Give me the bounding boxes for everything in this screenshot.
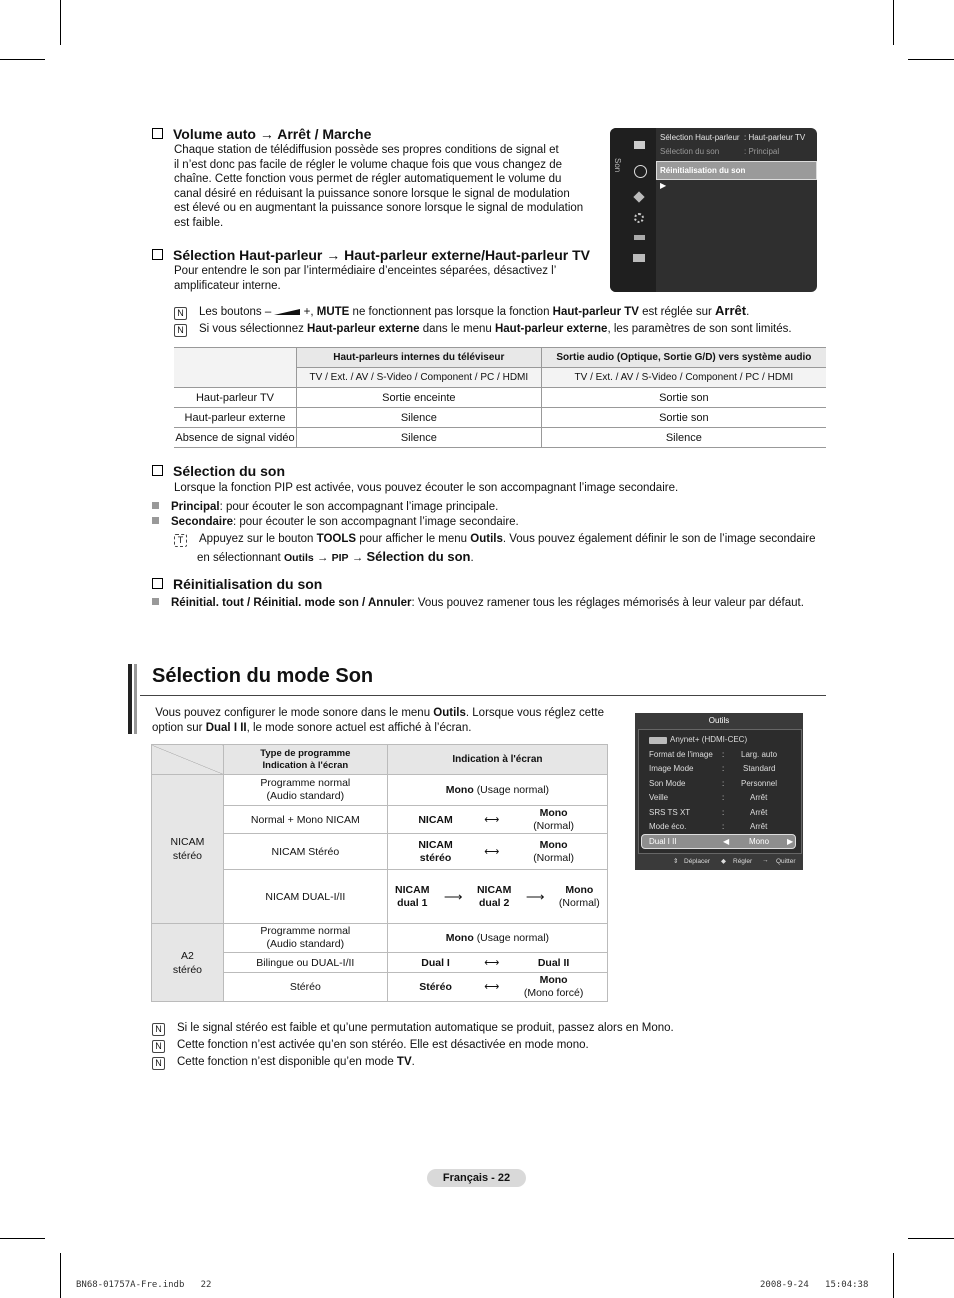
table-subheader: TV / Ext. / AV / S-Video / Component / PC / HDMI <box>297 368 542 388</box>
table-header: Haut-parleurs internes du téléviseur <box>297 348 542 368</box>
imprint-file: BN68-01757A-Fre.indb 22 <box>76 1280 212 1290</box>
input-icon <box>634 235 645 240</box>
imprint-date: 2008-9-24 15:04:38 <box>760 1280 869 1290</box>
osd-row-value: : Haut-parleur TV <box>744 133 806 142</box>
double-arrow-icon: ⟷ <box>483 806 500 834</box>
exit-icon: → <box>762 857 769 864</box>
adjust-icon: ◆ <box>721 858 726 865</box>
table-row: Haut-parleur TV Sortie enceinte Sortie son <box>174 388 826 408</box>
page-title: Sélection du mode Son <box>152 665 374 687</box>
osd-row-value: Arrêt <box>750 793 768 802</box>
tools-note-path: en sélectionnant Outils → PIP → Sélection du son. <box>197 549 474 564</box>
section-heading-selection-son: Sélection du son <box>152 463 285 479</box>
nicam-stereo-cell: NICAM stéréo <box>152 775 224 924</box>
table-cell: Mono (Normal) <box>500 834 607 870</box>
section-heading-reinitialisation: Réinitialisation du son <box>152 576 322 592</box>
table-subheader: TV / Ext. / AV / S-Video / Component / PC / HDMI <box>541 368 826 388</box>
osd-row-label[interactable]: Image Mode <box>649 764 694 773</box>
crop-mark <box>908 1238 954 1239</box>
osd-row-label[interactable]: Son Mode <box>649 779 686 788</box>
osd-row-label[interactable]: Dual I II <box>649 837 677 846</box>
table-cell: Mono (Mono forcé) <box>500 973 607 1002</box>
selection-son-text: Lorsque la fonction PIP est activée, vous pouvez écouter le son accompagnant l’image secondaire. <box>174 482 679 494</box>
tools-icon: T <box>174 534 187 547</box>
table-row: Programme normal (Audio standard) <box>223 924 387 953</box>
arrow-right-icon[interactable]: ▶ <box>787 837 794 846</box>
section-heading-volume-auto: Volume auto → Arrêt / Marche <box>152 126 371 142</box>
note-tv-only: N Cette fonction n’est disponible qu’en mode TV. <box>152 1055 415 1070</box>
table-row: NICAM Stéréo <box>223 834 387 870</box>
crop-mark <box>893 1253 894 1298</box>
osd-row-value: Personnel <box>741 779 778 788</box>
tools-note: T Appuyez sur le bouton TOOLS pour afficher le menu Outils. Vous pouvez également définir le son de l’image secondaire <box>174 532 834 547</box>
osd-row-label: Sélection du son <box>660 147 720 156</box>
footer-exit: Quitter <box>776 858 796 865</box>
title-rule <box>140 695 826 696</box>
table-cell: Stéréo <box>387 973 483 1002</box>
osd-row-label: Réinitialisation du son <box>660 166 746 175</box>
note-mute: N Les boutons – +, MUTE ne fonctionnent pas lorsque la fonction Haut-parleur TV est réglée sur Arrêt. <box>174 304 824 320</box>
arrow-right-icon: ▶ <box>660 181 667 190</box>
title-bar <box>128 664 132 734</box>
bullet-principal: Principal: pour écouter le son accompagnant l’image principale. <box>152 500 498 515</box>
setup-icon <box>634 213 644 223</box>
osd-row-label[interactable]: Anynet+ (HDMI-CEC) <box>670 735 748 744</box>
volume-icon <box>274 309 300 315</box>
crop-mark <box>60 1253 61 1298</box>
crop-mark <box>0 1238 45 1239</box>
osd-row-value: Mono <box>749 837 770 846</box>
anynet-icon <box>649 737 667 744</box>
table-header: Sortie audio (Optique, Sortie G/D) vers système audio <box>541 348 826 368</box>
osd-row-label: Sélection Haut-parleur <box>660 133 740 142</box>
crop-mark <box>893 0 894 45</box>
table-row: Absence de signal vidéo Silence Silence <box>174 428 826 448</box>
son-menu-osd <box>610 128 817 292</box>
crop-mark <box>60 0 61 45</box>
table-header: Indication à l'écran <box>387 745 607 775</box>
table-row: Haut-parleur externe Silence Sortie son <box>174 408 826 428</box>
page-number: Français - 22 <box>427 1169 526 1187</box>
table-cell: NICAM dual 1 ⟶ NICAM dual 2 ⟶ Mono (Normal) <box>387 870 607 924</box>
table-row: Mono (Usage normal) <box>387 924 607 953</box>
table-row: Bilingue ou DUAL-I/II <box>223 953 387 973</box>
table-cell: NICAM stéréo <box>387 834 483 870</box>
osd-row-value: Arrêt <box>750 822 768 831</box>
arrow-right-icon: ⟶ <box>443 889 463 904</box>
double-arrow-icon: ⟷ <box>483 834 500 870</box>
outils-menu-osd: Outils Anynet+ (HDMI-CEC) Format de l'image : Larg. auto Image Mode : Standard Son Mode : Personnel Veille : Arrêt SRS TS XT : Arrêt Mode éco. : Arrêt Dual I II ◀ Mono ▶ ⇕ Déplacer ◆ Régler → Quitter <box>635 713 803 870</box>
osd-row-value: Larg. auto <box>741 750 778 759</box>
bullet-secondaire: Secondaire: pour écouter le son accompagnant l’image secondaire. <box>152 515 519 530</box>
osd-row-label[interactable]: SRS TS XT <box>649 808 691 817</box>
table-header: Type de programme Indication à l'écran <box>223 745 387 775</box>
sound-mode-table <box>151 744 608 1002</box>
table-row: NICAM DUAL-I/II <box>223 870 387 924</box>
diagonal-cell <box>152 745 224 775</box>
application-icon <box>633 254 645 262</box>
table-row: Stéréo <box>223 973 387 1002</box>
arrow-left-icon[interactable]: ◀ <box>723 837 730 846</box>
osd-row-value: : Principal <box>744 147 780 156</box>
note-stereo: N Si le signal stéréo est faible et qu’une permutation automatique se produit, passez alors en Mono. <box>152 1021 674 1036</box>
note-icon: N <box>152 1023 165 1036</box>
osd-row-label[interactable]: Format de l'image <box>649 750 713 759</box>
osd-title: Outils <box>708 716 730 725</box>
volume-auto-text: Chaque station de télédiffusion possède ses propres conditions de signal et il n’est donc pas facile de régler le volume chaque fois que vous changez de chaîne. Cette fonction vous permet de régler automatiquement le volume du canal désiré en réduisant la puissance sonore lorsque le signal de modulation est élevé ou en augmentant la puissance sonore lorsque le signal de modulation est faible. <box>174 144 584 229</box>
note-stereo-only: N Cette fonction n’est activée qu’en son stéréo. Elle est désactivée en mode mono. <box>152 1038 589 1053</box>
sound-icon <box>634 165 647 178</box>
footer-move: Déplacer <box>684 858 711 865</box>
osd-side-label: Son <box>613 158 622 173</box>
osd-row-value: Arrêt <box>750 808 768 817</box>
footer-adjust: Régler <box>733 858 753 865</box>
arrow-right-icon: ⟶ <box>525 889 545 904</box>
intro-text: Vous pouvez configurer le mode sonore dans le menu Outils. Lorsque vous réglez cette option sur Dual I II, le mode sonore actuel est affiché à l’écran. <box>152 707 604 734</box>
table-row: Programme normal (Audio standard) <box>223 775 387 806</box>
bullet-reinitial: Réinitial. tout / Réinitial. mode son / Annuler: Vous pouvez ramener tous les réglages mémorisés à leur valeur par défaut. <box>152 596 804 611</box>
table-cell: NICAM <box>387 806 483 834</box>
double-arrow-icon: ⟷ <box>483 953 500 973</box>
title-bar <box>134 664 137 734</box>
table-cell: Dual I <box>387 953 483 973</box>
note-icon: N <box>152 1040 165 1053</box>
crop-mark <box>0 59 45 60</box>
note-icon: N <box>152 1057 165 1070</box>
haut-parleur-text: Pour entendre le son par l’intermédiaire d’enceintes séparées, désactivez l’ amplificateur interne. <box>174 265 557 292</box>
picture-icon <box>634 141 645 149</box>
move-icon: ⇕ <box>673 858 679 865</box>
section-heading-haut-parleur: Sélection Haut-parleur → Haut-parleur externe/Haut-parleur TV <box>152 247 590 263</box>
note-icon: N <box>174 307 187 320</box>
speaker-table <box>174 347 826 448</box>
osd-row-value: Standard <box>743 764 776 773</box>
table-row: Normal + Mono NICAM <box>223 806 387 834</box>
table-cell: Dual II <box>500 953 607 973</box>
table-cell: Mono (Normal) <box>500 806 607 834</box>
double-arrow-icon: ⟷ <box>483 973 500 1002</box>
crop-mark <box>908 59 954 60</box>
a2-stereo-cell: A2 stéréo <box>152 924 224 1002</box>
osd-row-label[interactable]: Veille <box>649 793 669 802</box>
osd-row-label[interactable]: Mode éco. <box>649 822 687 831</box>
note-icon: N <box>174 324 187 337</box>
table-row: Mono (Usage normal) <box>387 775 607 806</box>
note-haut-parleur-externe: N Si vous sélectionnez Haut-parleur externe dans le menu Haut-parleur externe, les paramètres de son sont limités. <box>174 322 824 337</box>
